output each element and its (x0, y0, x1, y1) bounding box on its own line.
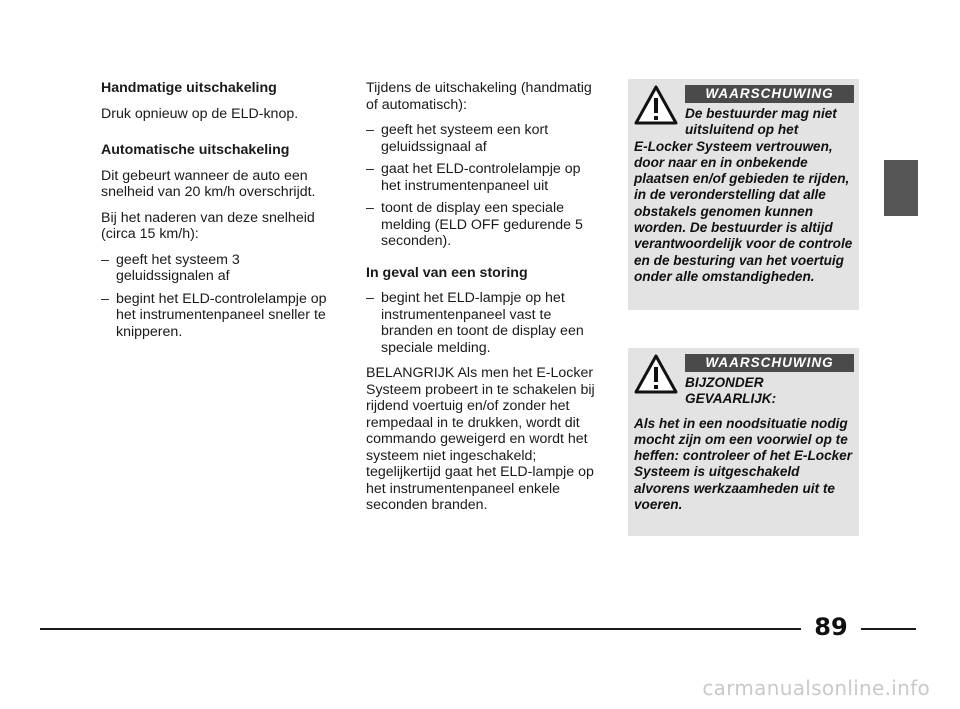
dash-marker: – (366, 290, 374, 306)
list-item (366, 200, 600, 250)
warning-text (634, 106, 854, 285)
warning-lead-text: De bestuurder mag niet uitsluitend op het (685, 106, 837, 138)
dash-marker: – (101, 290, 109, 307)
list-item (101, 291, 341, 341)
list-item-text: gaat het ELD-controlelampje op het instrumentenpaneel uit (381, 161, 581, 194)
warning-body-text: E-Locker Systeem vertrouwen, door naar en in onbekende plaatsen en/of gebieden te rijden, in de veronderstelling dat alle obstakels genomen kunnen worden. De bestuurder is altijd verantwoordelijk voor de controle en de besturing van het voertuig onder alle omstandigheden. (634, 138, 853, 284)
watermark: carmanualsonline.info (702, 676, 930, 700)
warning-lead-text: BIJZONDER GEVAARLIJK: (685, 375, 777, 407)
list-item-text: toont de display een speciale melding (ELD OFF gedurende 5 seconden). (381, 200, 583, 249)
approach-list (101, 252, 341, 341)
list-item (101, 252, 341, 285)
list-item (366, 161, 600, 194)
manual-disengage-text: Druk opnieuw op de ELD-knop. (101, 105, 299, 122)
dash-marker: – (366, 122, 374, 138)
dash-marker: – (366, 161, 374, 177)
disengage-intro-text: Tijdens de uitschakeling (handmatig of automatisch): (366, 80, 592, 113)
warning-box-1 (628, 79, 859, 310)
warning-label: WAARSCHUWING (685, 354, 854, 372)
warning-box-2 (628, 348, 859, 536)
heading-failure: In geval van een storing (366, 264, 528, 281)
list-item (366, 290, 600, 356)
footer-rule-right (861, 628, 916, 630)
heading-manual-disengage: Handmatige uitschakeling (101, 80, 277, 96)
failure-list (366, 290, 600, 356)
important-note: BELANGRIJK Als men het E-Locker Systeem probeert in te schakelen bij rijdend voertuig en/of zonder het rempedaal in te drukken, wordt dit commando geweigerd en wordt het systeem niet ingeschakeld; tegelijkertijd gaat het ELD-lampje op het instrumentenpaneel enkele seconden branden. (366, 365, 595, 513)
list-item-text: begint het ELD-controlelampje op het instrumentenpaneel sneller te knipperen. (116, 290, 327, 340)
left-column (101, 80, 341, 349)
dash-marker: – (366, 200, 374, 216)
auto-disengage-text: Dit gebeurt wanneer de auto een snelheid van 20 km/h overschrijdt. (101, 167, 316, 200)
warning-label: WAARSCHUWING (685, 85, 854, 103)
warning-body-text: Als het in een noodsituatie nodig mocht zijn om een voorwiel op te heffen: controleer of het E-Locker Systeem is uitgeschakeld alvorens werkzaamheden uit te voeren. (634, 415, 853, 513)
list-item (366, 122, 600, 155)
approach-speed-text: Bij het naderen van deze snelheid (circa 15 km/h): (101, 209, 315, 242)
page-number: 89 (814, 613, 848, 641)
dash-marker: – (101, 251, 109, 268)
middle-column (366, 80, 600, 523)
heading-auto-disengage: Automatische uitschakeling (101, 142, 290, 158)
footer-rule-left (40, 628, 801, 630)
list-item-text: geeft het systeem 3 geluidssignalen af (116, 251, 240, 284)
list-item-text: geeft het systeem een kort geluidssignaal af (381, 122, 549, 155)
list-item-text: begint het ELD-lampje op het instrumentenpaneel vast te branden en toont de display een speciale melding. (381, 290, 584, 356)
warning-text (634, 375, 854, 513)
disengage-list (366, 122, 600, 250)
section-thumb-tab (884, 160, 918, 216)
